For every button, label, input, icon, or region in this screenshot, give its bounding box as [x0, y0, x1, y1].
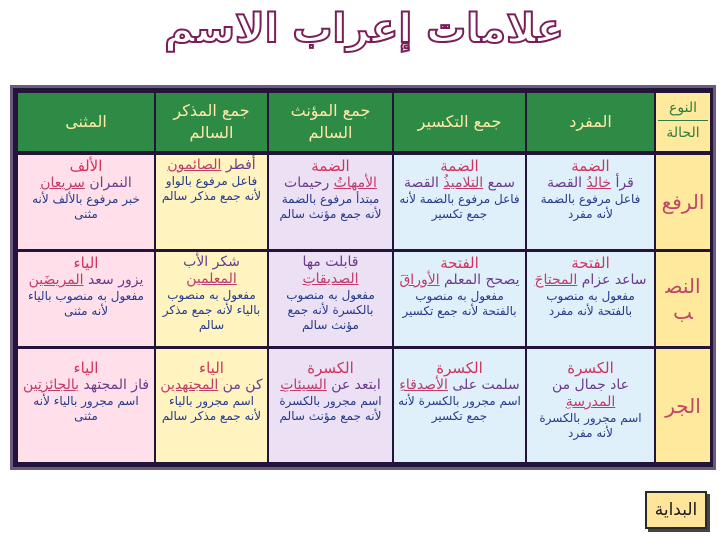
- cell-nominative-singular: [527, 155, 654, 249]
- case-mark: الياء: [73, 254, 99, 272]
- column-header-broken-plural: جمع التكسير: [394, 93, 525, 151]
- case-mark: الألف: [69, 157, 103, 175]
- cell-genitive-broken-plural: [394, 349, 525, 462]
- example-keyword: المعلمين: [186, 271, 237, 287]
- case-description: اسم مجرور بالكسرة لأنه مفرد: [539, 411, 642, 440]
- example-sentence: قابلت مها الصديقاتِ: [302, 254, 359, 287]
- column-header-masculine-plural: جمع المذكر السالم: [156, 93, 267, 151]
- example-sentence: ابتعد عن السيئاتِ: [280, 377, 381, 393]
- example-keyword: المحتاجَ: [534, 272, 578, 288]
- example-keyword: المدرسةِ: [565, 394, 616, 410]
- example-sentence: النمران سريعان: [40, 175, 132, 191]
- example-keyword: التلاميذُ: [443, 175, 484, 191]
- case-mark: الفتحة: [440, 254, 479, 272]
- example-sentence: يصحح المعلم الأوراقَ: [399, 272, 520, 288]
- example-sentence: ساعد عزام المحتاجَ: [534, 272, 647, 288]
- case-description: اسم مجرور بالياء لأنه جمع مذكر سالم: [161, 394, 262, 423]
- example-keyword: السيئاتِ: [280, 377, 327, 393]
- example-keyword: خالدُ: [586, 175, 612, 191]
- example-keyword: الأوراقَ: [399, 272, 440, 288]
- cell-nominative-feminine-plural: [269, 155, 392, 249]
- case-mark: الكسرة: [567, 359, 614, 377]
- case-mark: الضمة: [571, 157, 610, 175]
- column-header-feminine-plural: جمع المؤنث السالم: [269, 93, 392, 151]
- case-description: مفعول به منصوب بالكسرة لأنه جمع مؤنث سالم: [286, 288, 375, 332]
- example-sentence: أفطر الصائمون: [167, 157, 256, 173]
- example-sentence: سلمت على الأصدقاءِ: [399, 377, 520, 393]
- cell-accusative-broken-plural: [394, 252, 525, 346]
- case-description: مفعول به منصوب بالفتحة لأنه مفرد: [546, 289, 635, 318]
- case-description: فاعل مرفوع بالضمة لأنه جمع تكسير: [399, 192, 520, 221]
- case-description: مفعول به منصوب بالياء لأنه جمع مذكر سالم: [162, 288, 261, 332]
- case-description: اسم مجرور بالياء لأنه مثنى: [33, 394, 139, 423]
- example-keyword: الأمهاتُ: [333, 175, 377, 191]
- grammar-table: [10, 85, 716, 470]
- type-state-header: [656, 93, 710, 151]
- cell-nominative-dual: [18, 155, 154, 249]
- example-keyword: المجتهدين: [160, 377, 219, 393]
- column-header-dual: المثنى: [18, 93, 154, 151]
- case-mark: الياء: [199, 359, 224, 377]
- column-header-singular: المفرد: [527, 93, 654, 151]
- example-keyword: الأصدقاءِ: [399, 377, 448, 393]
- row-label-genitive: الجر: [656, 349, 710, 462]
- example-sentence: الأمهاتُ رحيمات: [284, 175, 377, 191]
- cell-nominative-broken-plural: [394, 155, 525, 249]
- case-description: مفعول به منصوب بالفتحة لأنه جمع تكسير: [402, 289, 517, 318]
- case-description: اسم مجرور بالكسرة لأنه جمع مؤنث سالم: [279, 394, 382, 423]
- case-mark: الضمة: [311, 157, 350, 175]
- case-mark: الكسرة: [307, 359, 354, 377]
- example-sentence: يزور سعد المريضَين: [28, 272, 144, 288]
- case-mark: الضمة: [440, 157, 479, 175]
- row-label-accusative: النصب: [656, 252, 710, 346]
- case-description: خبر مرفوع بالألف لأنه مثنى: [32, 192, 140, 221]
- example-sentence: سمع التلاميذُ القصة: [404, 175, 515, 191]
- cell-genitive-masculine-plural: [156, 349, 267, 462]
- cell-accusative-feminine-plural: [269, 252, 392, 346]
- cell-accusative-dual: [18, 252, 154, 346]
- cell-accusative-singular: [527, 252, 654, 346]
- case-mark: الياء: [73, 359, 99, 377]
- example-keyword: الصديقاتِ: [302, 271, 359, 287]
- case-description: مفعول به منصوب بالياء لأنه مثنى: [28, 289, 144, 318]
- case-description: فاعل مرفوع بالواو لأنه جمع مذكر سالم: [161, 174, 262, 203]
- example-keyword: بالجائزتين: [22, 377, 80, 393]
- example-sentence: كن من المجتهدين: [160, 377, 263, 393]
- cell-accusative-masculine-plural: [156, 252, 267, 346]
- example-keyword: سريعان: [40, 175, 85, 191]
- example-sentence: شكر الأب المعلمين: [183, 254, 240, 287]
- type-label: النوع: [669, 100, 697, 116]
- row-label-nominative: الرفع: [656, 155, 710, 249]
- case-description: مبتدأ مرفوع بالضمة لأنه جمع مؤنث سالم: [279, 192, 382, 221]
- start-button[interactable]: البداية: [645, 491, 707, 529]
- state-label: الحالة: [666, 125, 700, 141]
- example-sentence: عاد جمال من المدرسةِ: [551, 377, 630, 410]
- case-mark: الفتحة: [571, 254, 610, 272]
- example-keyword: المريضَين: [28, 272, 84, 288]
- cell-genitive-singular: [527, 349, 654, 462]
- cell-genitive-feminine-plural: [269, 349, 392, 462]
- example-sentence: فاز المجتهد بالجائزتين: [22, 377, 150, 393]
- example-sentence: قرأ خالدُ القصة: [547, 175, 634, 191]
- page-title: علامات إعراب الاسم: [164, 6, 564, 52]
- example-keyword: الصائمون: [167, 157, 222, 173]
- case-description: فاعل مرفوع بالضمة لأنه مفرد: [540, 192, 641, 221]
- case-mark: الكسرة: [436, 359, 483, 377]
- cell-genitive-dual: [18, 349, 154, 462]
- cell-nominative-masculine-plural: [156, 155, 267, 249]
- case-description: اسم مجرور بالكسرة لأنه جمع تكسير: [398, 394, 521, 423]
